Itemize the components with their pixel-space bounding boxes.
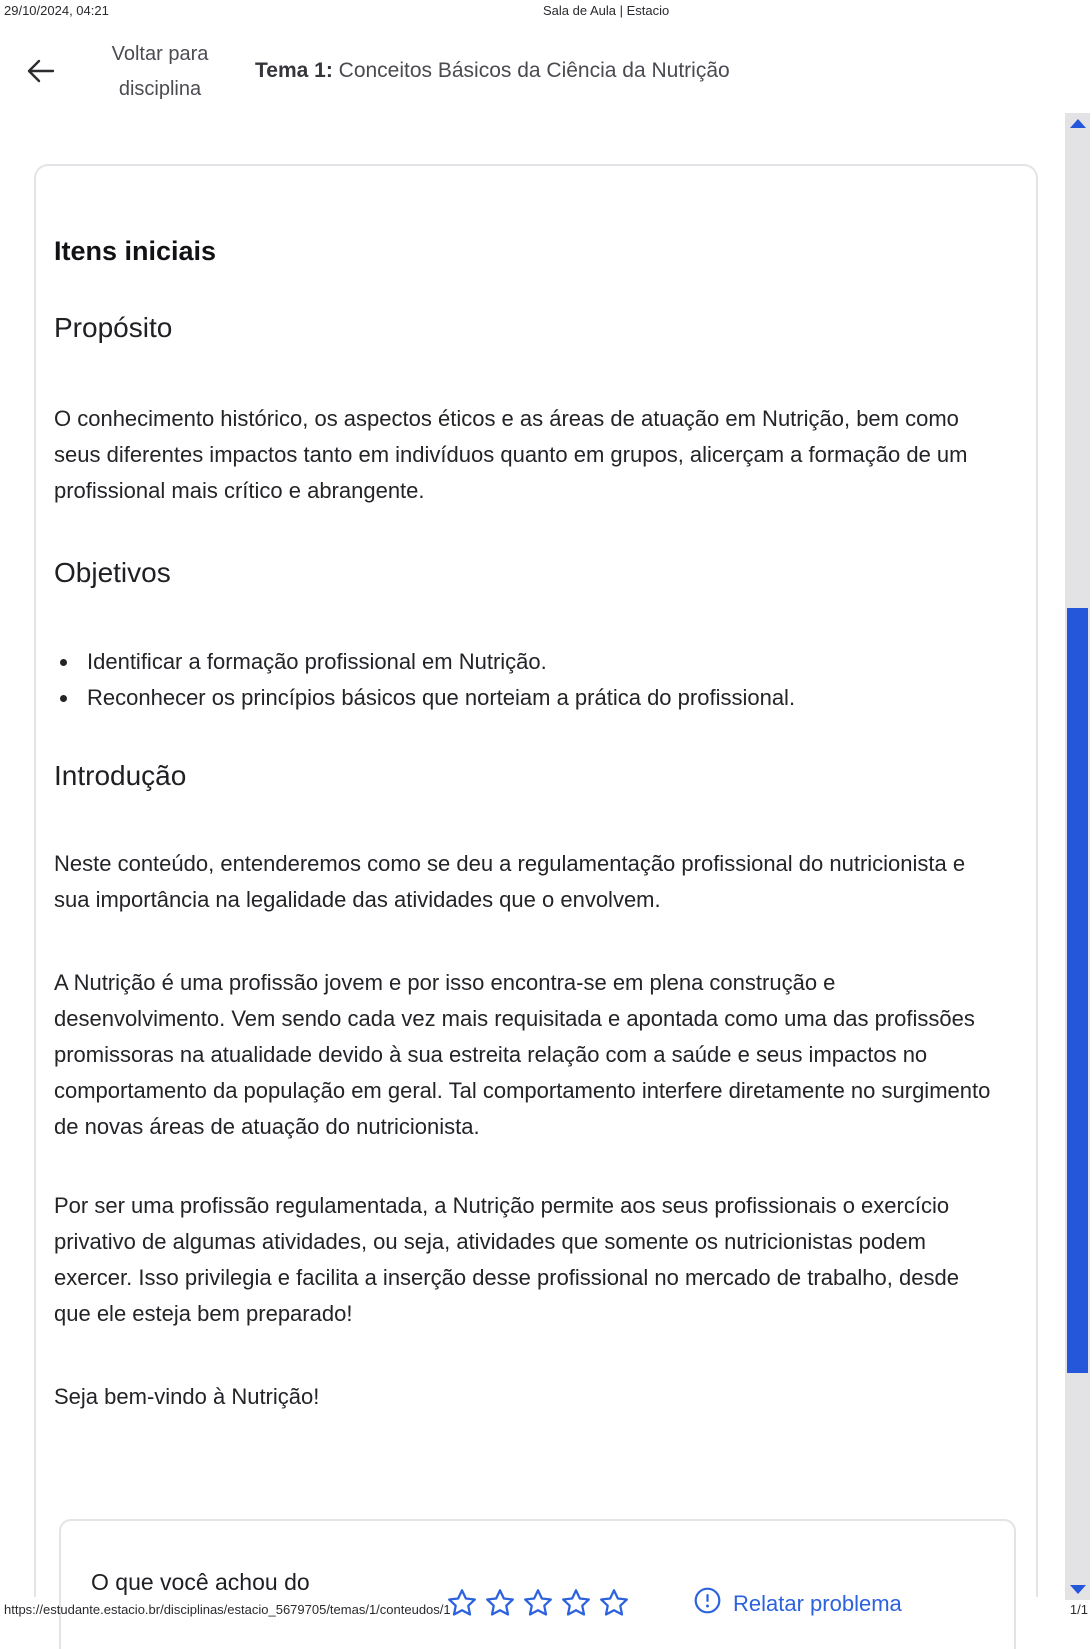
subheading-objetivos: Objetivos bbox=[54, 557, 171, 588]
report-problem-icon bbox=[694, 1587, 721, 1614]
section-heading-itens-iniciais: Itens iniciais bbox=[54, 236, 217, 266]
scrollbar-track[interactable] bbox=[1065, 113, 1090, 1600]
print-footer-page-number: 1/1 bbox=[1069, 1602, 1088, 1617]
print-datetime: 29/10/2024, 04:21 bbox=[4, 3, 109, 18]
scroll-up-arrow-icon[interactable] bbox=[1070, 119, 1086, 128]
star-outline-icon[interactable] bbox=[560, 1587, 592, 1619]
introducao-paragraph-1: Neste conteúdo, entenderemos como se deu a regulamentação profissional do nutricionista e sua importância na legalidade das atividades que o envolvem. bbox=[54, 851, 966, 912]
objetivos-list-item: Identificar a formação profissional em Nutrição. bbox=[87, 644, 997, 680]
report-problem-label: Relatar problema bbox=[733, 1591, 902, 1616]
page-title-prefix: Tema 1: bbox=[255, 59, 333, 82]
feedback-question: O que você achou do bbox=[91, 1569, 310, 1595]
objetivos-list-item: Reconhecer os princípios básicos que norteiam a prática do profissional. bbox=[87, 680, 997, 716]
scroll-down-arrow-icon[interactable] bbox=[1070, 1585, 1086, 1594]
star-outline-icon[interactable] bbox=[598, 1587, 630, 1619]
welcome-paragraph: Seja bem-vindo à Nutrição! bbox=[54, 1384, 320, 1409]
back-label-line1: Voltar para bbox=[111, 43, 209, 65]
subheading-proposito: Propósito bbox=[54, 312, 173, 343]
back-arrow-icon[interactable] bbox=[25, 57, 55, 85]
back-label-line2: disciplina bbox=[118, 78, 202, 100]
feedback-box bbox=[59, 1519, 1016, 1649]
star-outline-icon[interactable] bbox=[446, 1587, 478, 1619]
print-document-title: Sala de Aula | Estacio bbox=[543, 3, 670, 18]
scrollbar-thumb[interactable] bbox=[1067, 608, 1088, 1373]
subheading-introducao: Introdução bbox=[54, 760, 187, 791]
objetivos-list bbox=[87, 644, 997, 716]
page-title bbox=[255, 56, 730, 86]
report-problem-button[interactable] bbox=[694, 1587, 902, 1619]
print-footer-url: https://estudante.estacio.br/disciplinas/estacio_5679705/temas/1/conteudos/1 bbox=[4, 1602, 451, 1617]
introducao-paragraph-2: A Nutrição é uma profissão jovem e por isso encontra-se em plena construção e desenvolvimento. Vem sendo cada vez mais requisitada e apontada como uma das profissões promissoras na atualidade devido à sua estreita relação com a saúde e seus impactos no comportamento da população em geral. Tal comportamento interfere diretamente no surgimento de novas áreas de atuação do nutricionista. bbox=[54, 970, 991, 1139]
proposito-paragraph: O conhecimento histórico, os aspectos éticos e as áreas de atuação em Nutrição, bem como seus diferentes impactos tanto em indivíduos quanto em grupos, alicerçam a formação de um profissional mais crítico e abrangente. bbox=[54, 406, 968, 503]
page-title-text: Conceitos Básicos da Ciência da Nutrição bbox=[332, 59, 730, 82]
star-rating bbox=[446, 1587, 630, 1619]
introducao-paragraph-3: Por ser uma profissão regulamentada, a Nutrição permite aos seus profissionais o exercício privativo de algumas atividades, ou seja, atividades que somente os nutricionistas podem exercer. Isso privilegia e facilita a inserção desse profissional no mercado de trabalho, desde que ele esteja bem preparado! bbox=[54, 1193, 959, 1326]
back-to-course-link[interactable] bbox=[88, 37, 232, 107]
star-outline-icon[interactable] bbox=[484, 1587, 516, 1619]
star-outline-icon[interactable] bbox=[522, 1587, 554, 1619]
